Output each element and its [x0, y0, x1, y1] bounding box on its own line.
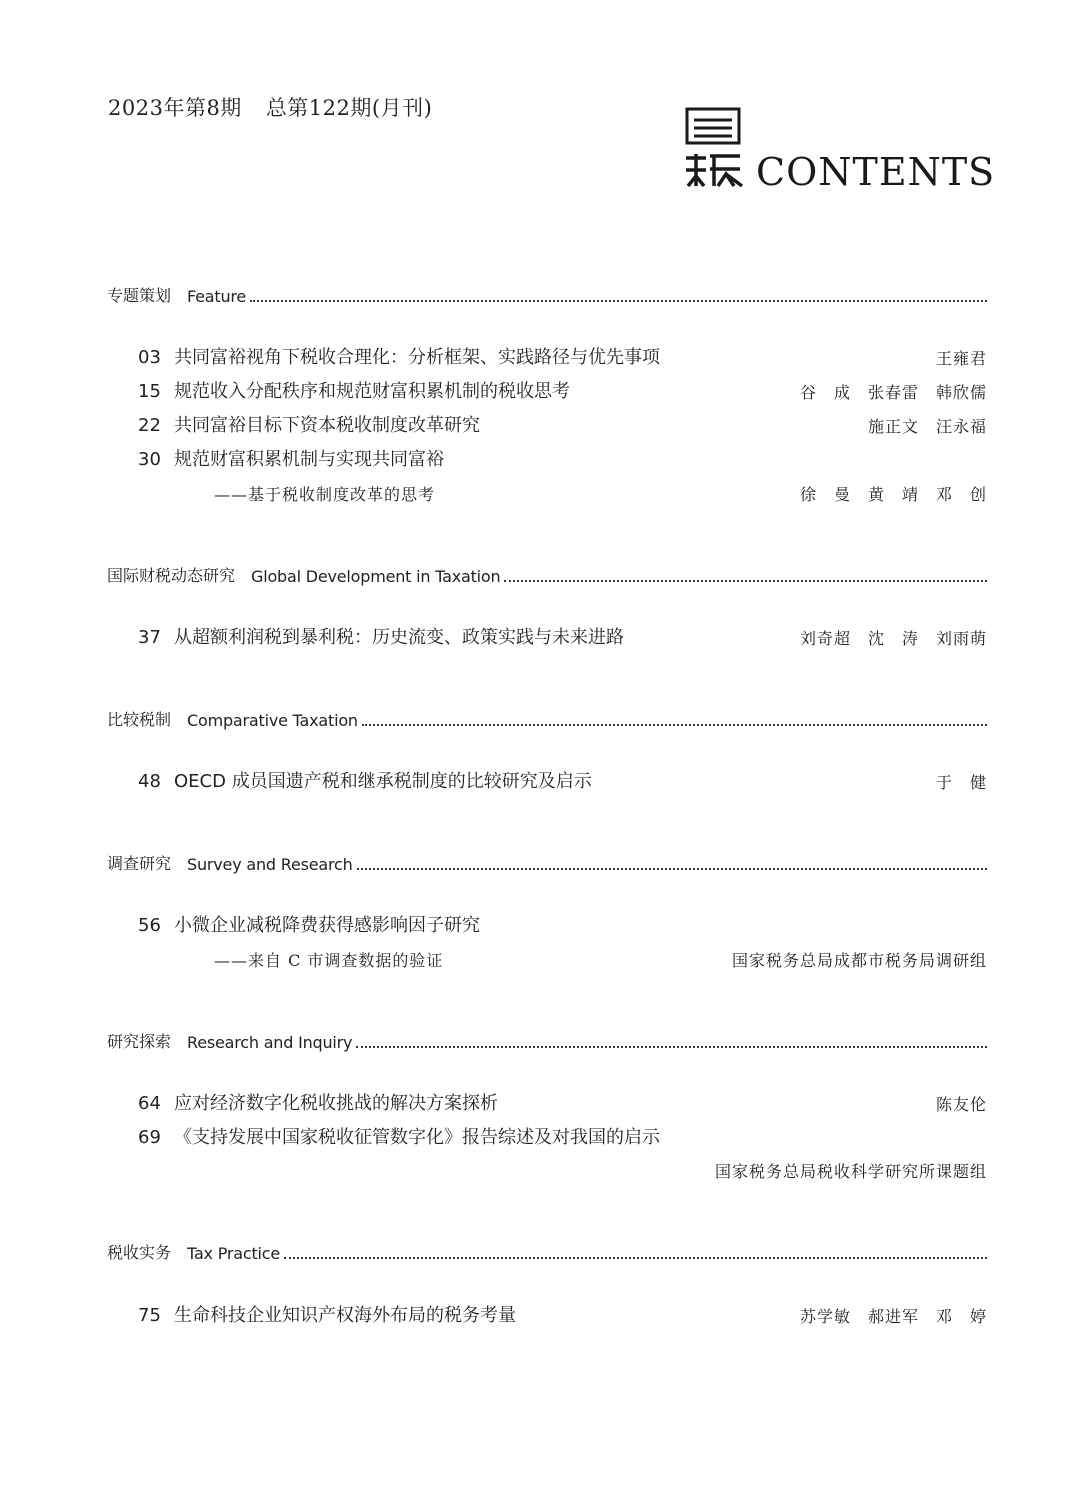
- article-authors: 于 健: [935, 773, 987, 792]
- article-row[interactable]: [138, 1123, 987, 1149]
- article-page: 75: [138, 1305, 161, 1326]
- section-title-en: Feature: [187, 287, 247, 306]
- article-title: 生命科技企业知识产权海外布局的税务考量: [174, 1305, 516, 1326]
- article-row[interactable]: [138, 911, 987, 937]
- section-title-zh: 专题策划: [107, 286, 172, 305]
- article-page: 56: [138, 915, 161, 936]
- section-header-survey-research: [107, 850, 987, 874]
- article-page: 22: [138, 415, 161, 436]
- article-title: 共同富裕视角下税收合理化：分析框架、实践路径与优先事项: [174, 347, 660, 368]
- dotted-leader: [284, 1257, 987, 1259]
- article-title: 小微企业减税降费获得感影响因子研究: [174, 915, 480, 936]
- article-authors: 陈友伦: [935, 1095, 987, 1114]
- issue-number: 2023年第8期: [108, 96, 242, 120]
- article-row[interactable]: [138, 343, 987, 369]
- issue-line: [108, 92, 432, 122]
- section-header-research-inquiry: [107, 1028, 987, 1052]
- article-page: 30: [138, 449, 161, 470]
- article-authors: 谷 成 张春雷 韩欣儒: [799, 383, 987, 402]
- article-row[interactable]: [138, 411, 987, 437]
- article-page: 69: [138, 1127, 161, 1148]
- section-header-tax-practice: [107, 1239, 987, 1263]
- section-title-en: Tax Practice: [187, 1244, 281, 1263]
- article-title: 从超额利润税到暴利税：历史流变、政策实践与未来进路: [174, 627, 624, 648]
- contents-logo-mark: [684, 106, 744, 190]
- article-title: 规范财富积累机制与实现共同富裕: [174, 449, 444, 470]
- article-page: 48: [138, 771, 161, 792]
- section-header-comparative-taxation: [107, 706, 987, 730]
- section-header-feature: [107, 282, 987, 306]
- section-title-zh: 税收实务: [107, 1243, 172, 1262]
- section-title-zh: 比较税制: [107, 710, 172, 729]
- dotted-leader: [504, 580, 987, 582]
- article-authors: 刘奇超 沈 涛 刘雨萌: [799, 629, 987, 648]
- article-title: 规范收入分配秩序和规范财富积累机制的税收思考: [174, 381, 570, 402]
- article-page: 37: [138, 627, 161, 648]
- section-title-zh: 调查研究: [107, 854, 172, 873]
- article-title: 应对经济数字化税收挑战的解决方案探析: [174, 1093, 498, 1114]
- dotted-leader: [250, 300, 987, 302]
- section-header-global-development: [107, 562, 987, 586]
- article-subtitle: ——来自 C 市调查数据的验证: [214, 951, 444, 970]
- total-issue: 总第122期(月刊): [265, 96, 433, 120]
- article-title: 共同富裕目标下资本税收制度改革研究: [174, 415, 480, 436]
- article-authors: 王雍君: [935, 349, 987, 368]
- section-title-zh: 国际财税动态研究: [107, 566, 236, 585]
- section-title-en: Global Development in Taxation: [251, 567, 501, 586]
- article-authors: 施正文 汪永福: [867, 417, 987, 436]
- article-row[interactable]: [138, 445, 987, 471]
- section-title-zh: 研究探索: [107, 1032, 172, 1051]
- dotted-leader: [357, 868, 987, 870]
- article-title: 《支持发展中国家税收征管数字化》报告综述及对我国的启示: [174, 1127, 660, 1148]
- article-authors: 苏学敏 郝进军 邓 婷: [799, 1307, 987, 1326]
- section-title-en: Survey and Research: [187, 855, 353, 874]
- section-title-en: Comparative Taxation: [187, 711, 358, 730]
- article-row[interactable]: [138, 1089, 987, 1115]
- section-title-en: Research and Inquiry: [187, 1033, 353, 1052]
- article-page: 03: [138, 347, 161, 368]
- article-authors: 徐 曼 黄 靖 邓 创: [799, 485, 987, 504]
- article-authors: 国家税务总局成都市税务局调研组: [731, 951, 987, 970]
- article-row[interactable]: [138, 767, 987, 793]
- dotted-leader: [362, 724, 987, 726]
- article-page: 15: [138, 381, 161, 402]
- article-page: 64: [138, 1093, 161, 1114]
- contents-logo: [684, 106, 996, 194]
- contents-logo-text: CONTENTS: [756, 150, 996, 194]
- article-subtitle: ——基于税收制度改革的思考: [214, 485, 436, 504]
- article-authors: 国家税务总局税收科学研究所课题组: [714, 1162, 987, 1181]
- article-title: OECD 成员国遗产税和继承税制度的比较研究及启示: [174, 771, 592, 792]
- dotted-leader: [356, 1046, 987, 1048]
